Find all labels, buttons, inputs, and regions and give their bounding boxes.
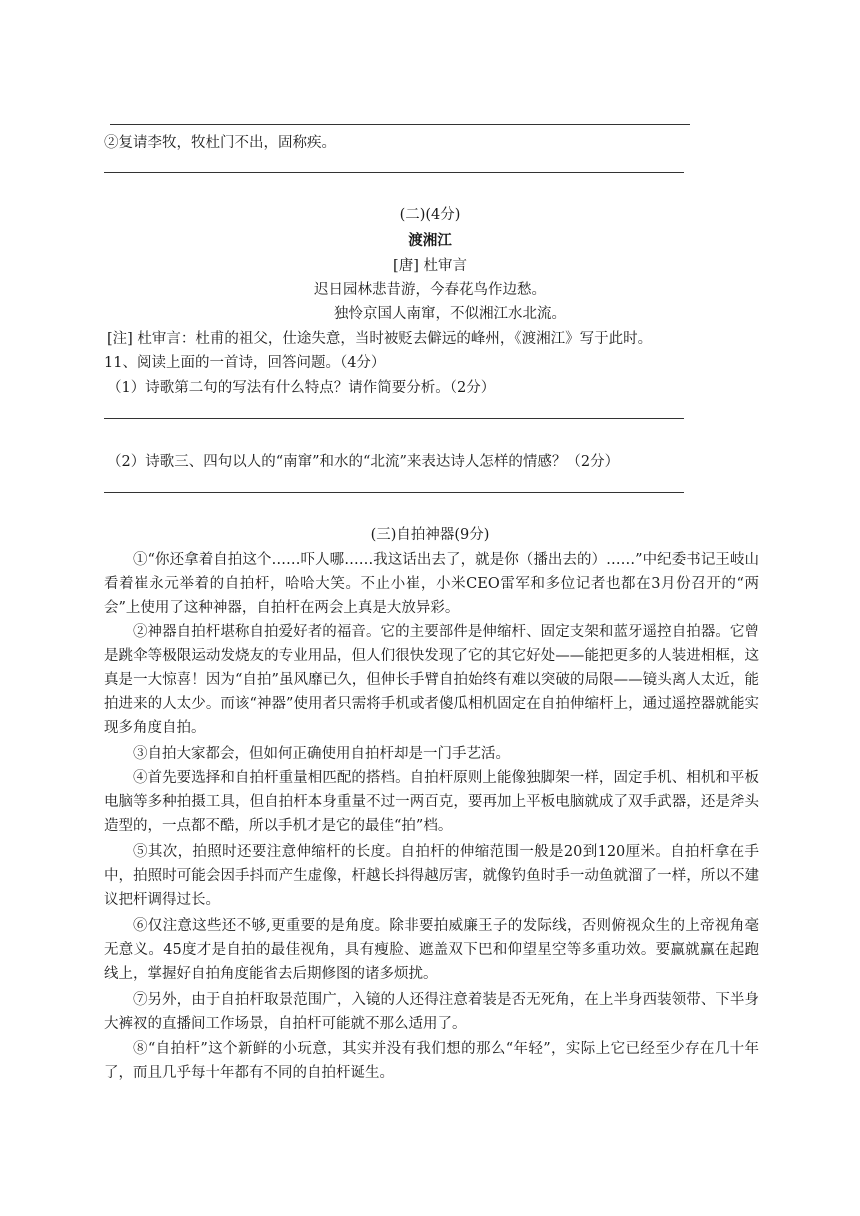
article-paragraph-7: ⑦另外，由于自拍杆取景范围广，入镜的人还得注意着装是否无死角，在上半身西装领带、下半身大裤衩的直播间工作场景，自拍杆可能就不那么适用了。	[104, 992, 759, 1032]
poem-line-1: 迟日园林悲昔游，今春花鸟作边愁。	[314, 282, 546, 298]
article-section-heading: (三)自拍神器(9分)	[370, 527, 490, 543]
poem-section-heading: (二)(4分)	[399, 207, 461, 223]
poem-note: [注] 杜审言：杜甫的祖父，仕途失意，当时被贬去僻远的峰州，《渡湘江》写于此时。	[107, 331, 653, 347]
article-paragraph-5: ⑤其次，拍照时还要注意伸缩杆的长度。自拍杆的伸缩范围一般是20到120厘米。自拍杆拿在手中，拍照时可能会因手抖而产生虚像，杆越长抖得越厉害，就像钓鱼时手一动鱼就溜了一样，所以不建议把杆调得过长。	[104, 844, 759, 908]
poem-title: 渡湘江	[408, 232, 452, 249]
question-item-2: ②复请李牧，牧杜门不出，固称疾。	[104, 135, 336, 151]
answer-line	[110, 124, 690, 125]
article-paragraph-6: ⑥仅注意这些还不够,更重要的是角度。除非要拍威廉王子的发际线，否则俯视众生的上帝视角毫无意义。45度才是自拍的最佳视角，具有瘦脸、遮盖双下巴和仰望星空等多重功效。要赢就赢在起跑线上，掌握好自拍角度能省去后期修图的诸多烦扰。	[104, 918, 759, 982]
question-2: （2）诗歌三、四句以人的“南窜”和水的“北流”来表达诗人怎样的情感？（2分）	[107, 454, 620, 470]
article-paragraph-1: ①“你还拿着自拍这个……吓人哪……我这话出去了，就是你（播出去的）……”中纪委书记王岐山看着崔永元举着的自拍杆，哈哈大笑。不止小崔，小米CEO雷军和多位记者也都在3月份召开的“两会”上使用了这种神器，自拍杆在两会上真是大放异彩。	[104, 552, 759, 616]
question-intro: 11、阅读上面的一首诗，回答问题。（4分）	[104, 355, 386, 371]
article-paragraph-3: ③自拍大家都会，但如何正确使用自拍杆却是一门手艺活。	[133, 746, 510, 762]
answer-line	[104, 492, 684, 493]
question-1: （1）诗歌第二句的写法有什么特点？请作简要分析。（2分）	[107, 380, 496, 396]
poem-line-2: 独怜京国人南窜，不似湘江水北流。	[334, 306, 566, 322]
article-paragraph-2: ②神器自拍杆堪称自拍爱好者的福音。它的主要部件是伸缩杆、固定支架和蓝牙遥控自拍器。它曾是跳伞等极限运动发烧友的专业用品，但人们很快发现了它的其它好处——能把更多的人装进相框，这真是一大惊喜！因为“自拍”虽风靡已久，但伸长手臂自拍始终有难以突破的局限——镜头离人太近，能拍进来的人太少。而该“神器”使用者只需将手机或者傻瓜相机固定在自拍伸缩杆上，通过遥控器就能实现多角度自拍。	[104, 624, 759, 736]
article-paragraph-8: ⑧“自拍杆”这个新鲜的小玩意，其实并没有我们想的那么“年轻”，实际上它已经至少存在几十年了，而且几乎每十年都有不同的自拍杆诞生。	[104, 1041, 759, 1081]
answer-line	[104, 172, 684, 173]
answer-line	[104, 418, 684, 419]
article-paragraph-4: ④首先要选择和自拍杆重量相匹配的搭档。自拍杆原则上能像独脚架一样，固定手机、相机和平板电脑等多种拍摄工具，但自拍杆本身重量不过一两百克，要再加上平板电脑就成了双手武器，还是斧头造型的，一点都不酷，所以手机才是它的最佳“拍”档。	[104, 770, 759, 834]
poem-author: [唐] 杜审言	[393, 258, 467, 274]
